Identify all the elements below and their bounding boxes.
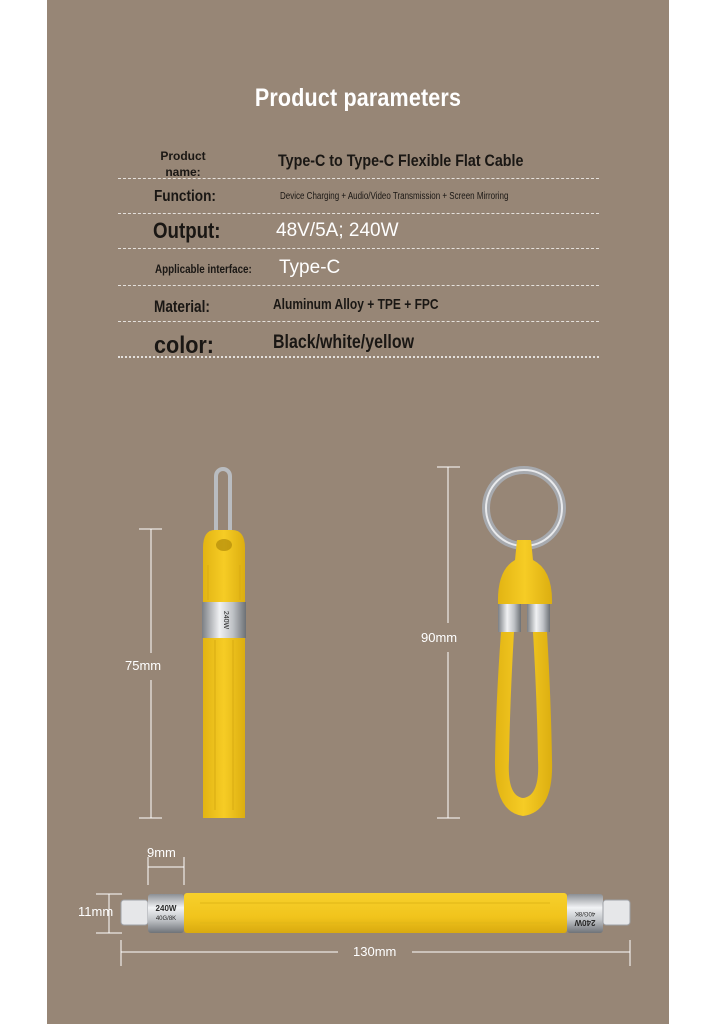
value-color: Black/white/yellow bbox=[273, 332, 415, 353]
housing-text-spec: 40G/8K bbox=[155, 916, 177, 922]
metal-collar-right bbox=[527, 604, 550, 632]
dimension-width-connector: 9mm bbox=[147, 845, 176, 860]
label-material: Material: bbox=[154, 297, 210, 316]
label-function: Function: bbox=[154, 188, 216, 205]
label-product-name: Product name: bbox=[160, 149, 206, 179]
dimension-height-loop: 90mm bbox=[421, 630, 458, 645]
page-title: Product parameters bbox=[254, 84, 462, 112]
label-color: color: bbox=[154, 332, 215, 359]
value-function: Device Charging + Audio/Video Transmission + Screen Mirroring bbox=[280, 191, 509, 202]
band-text: 240W bbox=[222, 610, 229, 630]
housing-text-power: 240W bbox=[155, 904, 177, 913]
usb-c-plug-right bbox=[603, 900, 630, 925]
loop-cable bbox=[486, 470, 562, 816]
dimension-height-straight: 75mm bbox=[125, 658, 162, 673]
straight-cable bbox=[202, 469, 246, 818]
value-product-name: Type-C to Type-C Flexible Flat Cable bbox=[278, 151, 524, 170]
label-interface: Applicable interface: bbox=[155, 262, 252, 276]
dimension-thickness: 11mm bbox=[78, 904, 114, 919]
horizontal-cable bbox=[121, 893, 630, 933]
label-output: Output: bbox=[153, 218, 221, 243]
usb-c-plug-left bbox=[121, 900, 148, 925]
value-output: 48V/5A; 240W bbox=[276, 220, 399, 241]
metal-collar-left bbox=[498, 604, 521, 632]
dimension-length: 130mm bbox=[353, 944, 397, 959]
metal-housing-left bbox=[148, 894, 184, 933]
housing-text-power-right: 240W bbox=[574, 918, 596, 927]
flat-cable-body bbox=[184, 893, 567, 933]
cable-body bbox=[203, 530, 245, 818]
cable-loop bbox=[495, 632, 552, 816]
housing-text-spec-right: 40G/8K bbox=[574, 910, 596, 916]
value-material: Aluminum Alloy + TPE + FPC bbox=[273, 296, 439, 313]
value-interface: Type-C bbox=[279, 257, 341, 278]
